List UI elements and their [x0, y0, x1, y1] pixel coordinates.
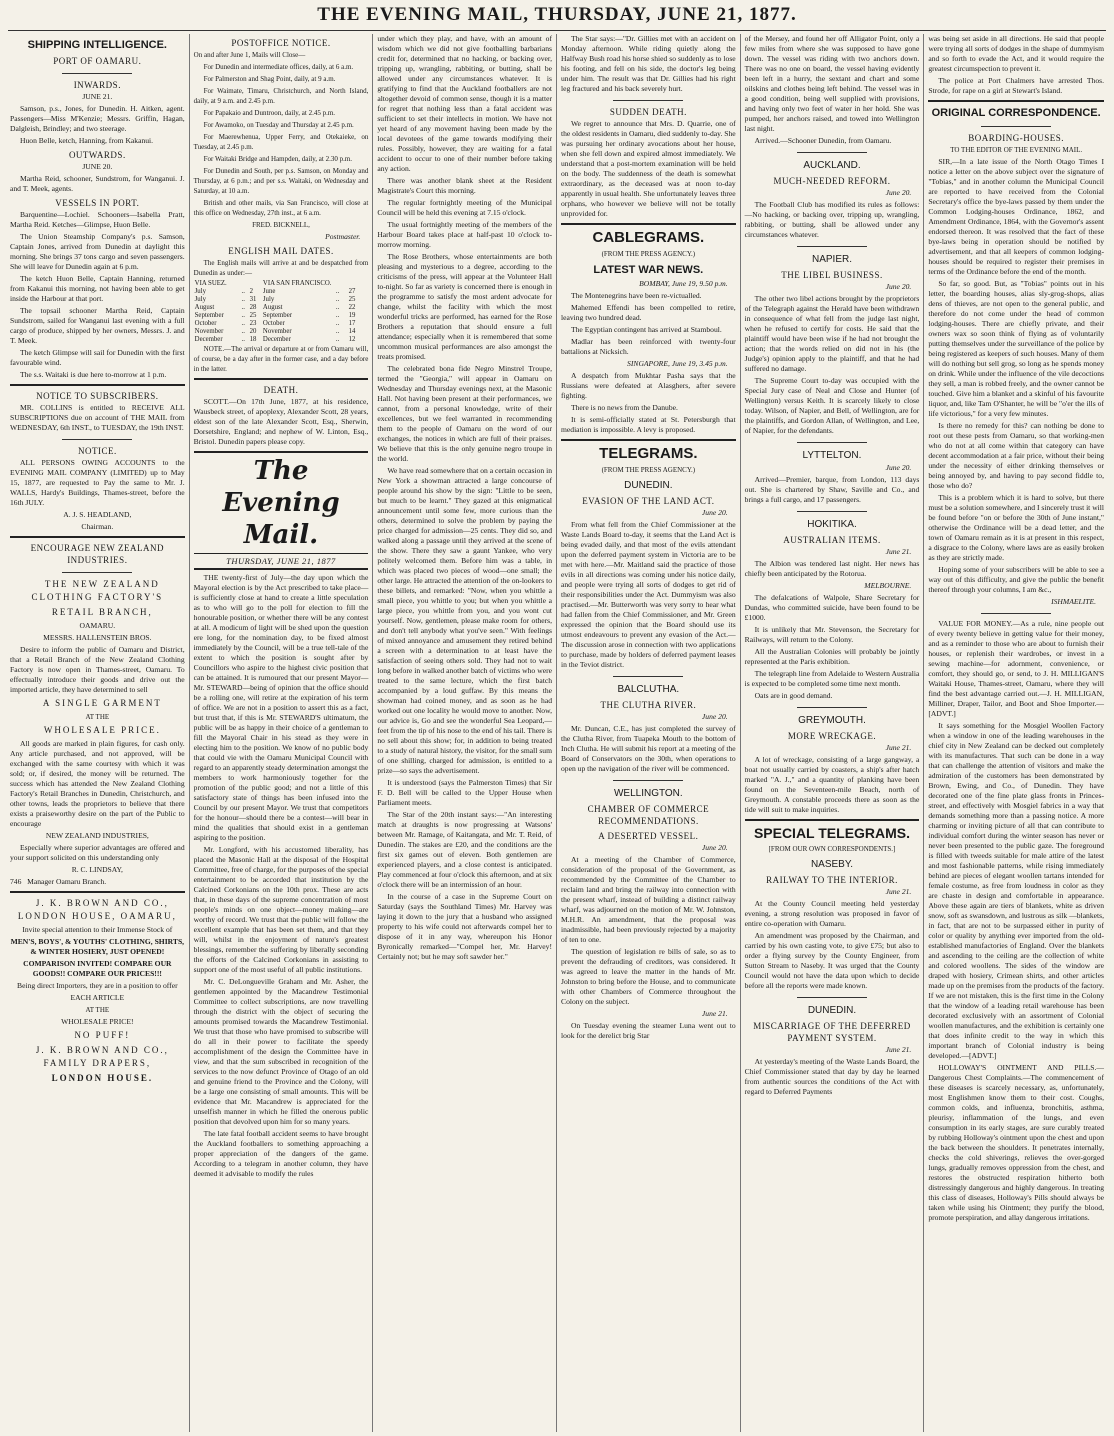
divider [10, 436, 185, 442]
header-rule [8, 30, 1106, 31]
table-cell: 27 [348, 288, 356, 295]
postoffice-line: For Dunedin and intermediate offices, daily, at 6 a.m. [203, 63, 354, 71]
sudden-death-text: We regret to announce that Mrs. D. Quarrie, one of the oldest residents in Oamaru, died suddenly to-day. She was pursuing her ordinary avocations about her house, when she fell down and expired almost immediately. We understand that a post-mortem examination will be held on the body. The suddenness of the death is somewhat extraordinary, as the deceased was at noon to-day apparently in usual health. She unfortunately leaves three orphans, who however we believe will not be totally unprovided for. [561, 119, 736, 218]
table-row [194, 288, 369, 296]
table-cell: .. [241, 296, 245, 303]
divider [10, 536, 185, 538]
jkb-line-7: AT THE [85, 1006, 110, 1014]
clutha-heading: THE CLUTHA RIVER. [600, 700, 697, 710]
greymouth-heading: GREYMOUTH. [798, 715, 866, 726]
auckland-text: The Football Club has modified its rules as follows:—No hacking, or backing over, tripping up, wrangling, rabbiting, or butting, shall be allowed under any circumstances whatever. [744, 200, 920, 239]
inwards-date: JUNE 21. [82, 92, 113, 101]
to-editor: TO THE EDITOR OF THE EVENING MAIL. [950, 146, 1083, 154]
editorial-4: The late fatal football accident seems to have brought the Auckland footballers to something approaching a proper appreciation of the dangers of the game. According to a telegram in another column, they have deemed it advisable to modify the rules [193, 1129, 369, 1178]
war-item-3: The Egyptian contingent has arrived at Stamboul. [571, 325, 722, 334]
table-row [194, 296, 369, 304]
divider [928, 123, 1104, 129]
hallenstein-text-2: All goods are marked in plain figures, for cash only. Any article purchased, and not approved, will be exchanged with the same courtesy with which it was sold; or, if desired, the money will be returned. The success which has attended the New Zealand Clothing Factory's Retail Branches in Dunedin, Christchurch, and other towns, leads the proprietors to believe that there exists a praiseworthy desire on the part of the Public to encourage [10, 739, 185, 828]
hallenstein-heading: MESSRS. HALLENSTEIN BROS. [43, 633, 152, 642]
columns [6, 34, 1108, 1432]
jkb-line-11: LONDON HOUSE. [51, 1073, 154, 1083]
boarding-houses-heading: BOARDING-HOUSES. [968, 133, 1065, 143]
wreckage-heading: MORE WRECKAGE. [787, 731, 877, 741]
auckland-date: June 20. [885, 188, 912, 197]
special-source: [FROM OUR OWN CORRESPONDENTS.] [768, 845, 896, 853]
table-cell: August [194, 304, 215, 311]
hokitika-date: June 21. [885, 547, 912, 556]
table-cell: December [262, 336, 291, 343]
chamber-text-3: On Tuesday evening the steamer Luna went out to look for the derelict brig Star [561, 1021, 736, 1040]
postmaster-role: Postmaster. [325, 232, 361, 241]
table-cell: 12 [348, 336, 356, 343]
jkb-heading: J. K. BROWN AND CO., LONDON HOUSE, OAMARU, [17, 898, 177, 921]
lyttelton-heading: LYTTELTON. [802, 450, 862, 461]
chamber-date-2: June 21. [701, 1009, 728, 1018]
naseby-heading: NASEBY. [810, 859, 854, 870]
dunedin-date: June 21. [885, 1045, 912, 1054]
jkb-line-6: EACH ARTICLE [70, 993, 125, 1002]
postoffice-line: For Waimate, Timaru, Christchurch, and North Island, daily, at 9 a.m. and 2.45 p.m. [193, 87, 369, 105]
postoffice-line: British and other mails, via San Francisco, will close at this office on Wednesday, 27th inst., at 6 a.m. [193, 199, 369, 217]
divider [10, 891, 185, 893]
naseby-text-2: An amendment was proposed by the Chairman, and carried by his own casting vote, to give £75; but also to order a flying survey by the County Engineer, from Sutton Stream to Naseby. It was urged that the County Council would not have the data upon which to decide before all the reports were made known. [744, 931, 920, 990]
table-cell: October [194, 320, 217, 327]
napier-heading: NAPIER. [811, 254, 852, 265]
chamber-text: At a meeting of the Chamber of Commerce, consideration of the proposal of the Government, as recommended by the Committee of the Chamber to reclaim land and bring the railway into connection with the present wharf, instead of building a distinct railway wharf, was adjourned on the motion of Mr. W. Johnston, M.H.R. An amendment, that the proposal was inadmissible, had been previously rejected by a majority of ten to one. [561, 855, 736, 944]
table-cell: July [194, 288, 206, 295]
table-cell: .. [241, 304, 245, 311]
encourage-heading: ENCOURAGE NEW ZEALAND INDUSTRIES. [30, 543, 164, 565]
divider [745, 243, 920, 249]
lindsay-signature: R. C. LINDSAY, [71, 865, 123, 874]
divider [928, 610, 1104, 616]
column-3 [373, 34, 557, 1432]
column-1 [6, 34, 190, 1432]
table-cell: 28 [249, 304, 257, 311]
hallenstein-text-3: Especially where superior advantages are offered and your support solicited on this understanding only [10, 843, 185, 862]
war-item-5: A despatch from Mukhtar Pasha says that the Russians were defeated at Alasghers, after severe fighting. [561, 371, 736, 400]
cablegrams-source: (FROM THE PRESS AGENCY.) [601, 250, 696, 258]
postmaster-signature: FRED. BICKNELL, [252, 221, 310, 229]
jkb-line-10: J. K. BROWN AND CO., FAMILY DRAPERS, [35, 1045, 169, 1068]
dunedin-heading-2: DUNEDIN. [807, 1005, 857, 1016]
divider [561, 777, 736, 783]
evasion-date: June 20. [701, 508, 728, 517]
nz-industries: NEW ZEALAND INDUSTRIES, [45, 831, 149, 840]
english-mail-heading: ENGLISH MAIL DATES. [228, 246, 334, 256]
local-news-9: The Star of the 20th instant says:—"An interesting match at draughts is now progressing at Watsons' between Mr. Ramage, of Kaitangata, and Mr. T. Reid, of Dunedin. The stakes are £20, and the conditions are the first six games out of eleven. Both gentlemen are experienced players, and a close contest is anticipated. Play commenced at four o'clock this afternoon, and at six o'clock there will be an intermission of an hour. [377, 810, 552, 889]
lindsay-role: Manager Oamaru Branch. [27, 877, 107, 886]
table-cell: September [194, 312, 224, 319]
table-cell: .. [335, 320, 340, 327]
table-cell: .. [241, 336, 245, 343]
hokitika-text-6: Oats are in good demand. [754, 691, 833, 700]
table-cell: 25 [249, 312, 257, 319]
table-cell: .. [335, 304, 340, 311]
jkb-line-2: Invite special attention to their Immense Stock of [22, 925, 173, 934]
police-news: The police at Port Chalmers have arrested Thos. Strode, for rape on a girl at Stewart's Island. [928, 76, 1104, 95]
lyttelton-date: June 20. [885, 463, 912, 472]
jkb-line-4: COMPARISON INVITED! COMPARE OUR GOODS!! COMPARE OUR PRICES!!! [23, 959, 172, 978]
sudden-death-heading: SUDDEN DEATH. [609, 107, 687, 117]
table-cell: .. [335, 336, 340, 343]
table-row [194, 328, 369, 336]
table-cell: 14 [348, 328, 356, 335]
hokitika-text-5: The telegraph line from Adelaide to Western Australia is expected to be completed some time next month. [744, 669, 920, 688]
at-the: AT THE [85, 713, 110, 721]
advert-holloway: HOLLOWAY'S OINTMENT AND PILLS.—Dangerous Chest Complaints.—The commencement of these diseases is scarcely necessary, as, unfortunately, most Englishmen know them to their cost. Coughs, common colds, and influenza, bronchitis, asthma, pleurisy, inflammation of the lungs, and even consumption in its early stages, are sure curably treated by rubbing Holloway's ointment upon the chest and upon the back between the shoulders. It penetrates internally, checks the cold shiverings, relieves the over-gorged lungs, gradually removes oppression from the chest, and restores the obstructed respiration hitherto both distressingly dangerous and highly dangerous. In treating this class of diseases, Holloway's Pills should always be taken while using his Ointment; they purify the blood, promote perspiration, and allay dangerous irritations. [928, 1063, 1104, 1222]
outwards-text: Martha Reid, schooner, Sundstrom, for Wanganui. J. and T. Meek, agents. [10, 174, 185, 193]
table-cell: October [262, 320, 285, 327]
table-cell: 18 [249, 336, 257, 343]
ad-number: 746 [10, 877, 22, 886]
retail-place: OAMARU. [79, 621, 116, 630]
table-cell: .. [335, 288, 340, 295]
divider [745, 819, 920, 821]
melbourne-label: MELBOURNE. [864, 581, 912, 590]
newspaper-title: THE EVENING MAIL, THURSDAY, JUNE 21, 1877. [317, 4, 797, 25]
balclutha-heading: BALCLUTHA. [617, 684, 680, 695]
railway-heading: RAILWAY TO THE INTERIOR. [766, 875, 898, 885]
postoffice-line: For Dunedin and South, per p.s. Samson, on Monday and Thursday, at 6 p.m.; and per s.s. Waitaki, on Wednesday and Saturday, at 10 a.m. [193, 167, 369, 195]
advert-value: VALUE FOR MONEY.—As a rule, nine people out of every twenty believe in getting value for their money, and as a reminder to those who are about to furnish their houses, or replenish their wardrobes, or invest in a sewing machine—for adornment, convenience, or comfort, they should go, or send, to J. H. MILLIGAN'S Waitaki House, Thames-street, Oamaru, where they will find the best advantage carried out.—J. H. MILLIGAN, Milliner, Draper, Tailor, and Boot and Shoe Importer.—[ADVT.] [928, 619, 1104, 718]
shipping-news-3: The topsail schooner Martha Reid, Captain Sundstrom, sailed for Wanganui last evening with a full cargo of produce, shipped by her owners, Messrs. J. and T. Meek. [10, 306, 185, 345]
local-news-1: under which they play, and have, with an amount of wisdom which we did not give footballing barbarians credit for, determined that no hacking, or backing over, tripping up, wrangling, rabbiting, or butting, shall be allowed under any circumstances whatever. It is gratifying to find that the Auckland footballers are not altogether devoid of common sense, though it is a matter for regret that nothing less than a fatal accident was sufficient to set their intellects in motion. We have not yet heard of any movement having been made by the local devotees of the game towards modifying their rules. Possibly, however, they are waiting for a fatal accident to occur to one of their number before taking any action. [377, 34, 552, 173]
english-mail-intro: The English mails will arrive at and be despatched from Dunedin as under:— [193, 259, 369, 277]
divider [745, 508, 920, 514]
divider [10, 70, 185, 76]
divider [745, 439, 920, 445]
dunedin-heading: DUNEDIN. [624, 480, 673, 491]
divider [10, 384, 185, 386]
outwards-heading: OUTWARDS. [68, 150, 126, 160]
vessels-heading: VESSELS IN PORT. [55, 198, 140, 208]
special-telegrams-heading: SPECIAL TELEGRAMS. [753, 825, 911, 841]
table-cell: .. [241, 288, 245, 295]
local-news-7: We have read somewhere that on a certain occasion in New York a showman attracted a large concourse of people around his show by the sign: "Little to be seen, but much to be learnt." They gazed at this enigmatical announcement until some few, more curious than the others, determined to solve the problem by paying the price charged for admission—25 cents. They did so, and walked along a passage until they arrived at the scene of the show. There they saw a gaunt Yankee, who very politely welcomed them. Before him was a table, in which was placed two pieces of wood—one small; the other large. He attracted the attention of the on-lookers to these billets, and remarked: "Now, when you whittle a small piece, you whittle to you; but when you whittle a large piece, you whittle from you, and you wont cut yourself. Now, gentlemen, please make room for others, and don't tell anybody what you've seen." With feelings of mixed annoyance and amusement they retired behind a screen with a determination to at least have the satisfaction of seeing others sold. They had not to wait long before in walked another batch of victims who were treated to the same lecture, which the first batch accompanied by a loud guffaw. By this means the showman had coined money, and as soon as he had worked out one locality he would move to another. Now, our advice is, Go and see the wonderful Sea Leopard,—feet from the tip of his nose to the end of his tail. There is no sell about this show; for, in addition to being treated to a study of natural history, the visitor, for the small sum of one shilling, charged for admission, is entitled to a prize—so says the advertisement. [377, 466, 553, 775]
shipping-news-4: The ketch Glimpse will sail for Dunedin with the first favourable wind. [10, 348, 185, 367]
naseby-text: At the County Council meeting held yesterday evening, a strong resolution was proposed in favor of entire co-operation with Oamaru. [744, 899, 920, 928]
napier-date: June 20. [885, 282, 912, 291]
hokitika-text: The Albion was tendered last night. Her news has chiefly been anticipated by the Rotorua. [744, 559, 920, 578]
hokitika-text-4: All the Australian Colonies will probably be jointly represented at the Paris exhibition. [744, 647, 920, 666]
divider [745, 994, 920, 1000]
port-heading: PORT OF OAMARU. [53, 56, 142, 66]
war-item-1: The Montenegrins have been re-victualled. [571, 291, 702, 300]
table-cell: 17 [348, 320, 356, 327]
masthead-date: THURSDAY, JUNE 21, 1877 [194, 556, 369, 570]
table-cell: September [262, 312, 292, 319]
shipping-news-5: The s.s. Waitaki is due here to-morrow at 1 p.m. [20, 370, 167, 379]
shipping-news-2: The ketch Huon Belle, Captain Hanning, returned from Kakanui this morning, not having been able to get inside the Harbour at that port. [10, 274, 185, 303]
letter-2: So far, so good. But, as "Tobias" points out in his letter, the boarding houses, alias sly-grog-shops, alias dens of thieves, are not open to the general public, and therefore do not come under the head of common lodging-houses. There are chiefly private, and their owners wax so soon think of flying as of voluntarily putting themselves under the surveillance of the police by being registered as keepers of such houses. Many of them will do nothing but sell grog, so long as he spends money on drink. While under the influence of the vile decoctions they sell, a man is robbed freely, and the owner cannot be touched. Give him a blanket and a skinful of his favourite liquor, and, like Tam O'Shanter, he will be "o'er the ills of life victorious," for a very few minutes. [928, 279, 1104, 418]
war-item-4: Madlar has been reinforced with twenty-four battalions at Nicksich. [561, 337, 736, 356]
divider [561, 223, 736, 225]
advert-mosgiel: It says something for the Mosgiel Woollen Factory when a window in one of the leading warehouses in the chief city in New Zealand can be decked out completely with its manufactures. That such can be done in a way that can challenge the attention of visitors and make the admiration of the customers has been demonstrated by Brown, Ewing, and Co., of Dunedin. They have decorated one of the fine plate glass fronts in Princes-street, and effectively with Mosgiel fabrics in a way that demands something more than a passing notice. A more charming or inviting picture of all that can contribute to individual comfort during the winter season has never or never been presented to the public gaze. The foreground is filled with tweeds suitable for male attire of the latest and most fashionable patterns, while rising immediately behind are pieces of elegant woollen tartans intended for female costume, as free from loudness in color as they are chaste in design and comfortable in appearance. Above these again are tiers of blankets, white as driven snow, soft as swansdown, and lustrous as silk —blankets, in fact, that are not to be surpassed either in purity of color or quality by anything ever imported from the old-established manufactories of England. Over the blankets and ascending to the ceiling are the collection of white and colored woollens. The sides of the window are draped with hosiery, Crimean shirts, and other articles made up on the premises from the products of the factory. If we are not mistaken, this is the first time in the Colony that the window of a leading retail warehouse has been decorated exclusively with an assortment of Colonial woollen manufactures, and the exhibition is certainly one that does infinite credit to the way in which this important branch of Colonial industry is being developed.—[ADVT.] [928, 721, 1104, 1060]
lindsay-line [10, 877, 185, 887]
notice-signature: A. J. S. HEADLAND, [63, 510, 132, 519]
divider [194, 378, 369, 380]
editorial-1: THE twenty-first of July—the day upon which the Mayoral election is by the Act prescribed to take place—is sufficiently close at hand to create a little speculation as to who will go to the poll for election to fill the honourable position, or whether there will be any contest at all. A modicum of light will be shed upon the question ere long, for the nomination day, to be fixed almost immediately by the Council, will be a true tell-tale of the extent to which the position is sought after by Councillors who aspire to the highest civic position that can be attained. It is rumoured that our present Mayor—Mr. STEWARD—being of opinion that the office should be a rolling one, will retire at the expiration of his term of office. We are not in a position to assert this as a fact, but trust that, if this is Mr. STEWARD'S ultimatum, the public will be as happy in their choice of a gentleman to fill the Mayoral Chair in his stead as they were in electing him to the position. We know of no public body that could vie with the Oamaru Municipal Council with regard to an apparently steady determination amongst the members to work harmoniously together for the promotion of the public good; and not a little of this satisfactory state of things has been infused into the Council by our present Mayor. We trust that competitors for the honour—should there be a contest—will bear in mind the qualities that should exist in a gentleman aspiring to the position. [193, 573, 369, 842]
war-dateline-2: SINGAPORE, June 19, 3.45 p.m. [627, 359, 728, 368]
local-news-10: In the course of a case in the Supreme Court on Saturday (says the Southland Times) Mr. Harvey was laying it down to the jury that a husband who assigned property to his wife could not afterwards compel her to dispose of it in any way, whereupon his Honor Byronically remarked—"Compel her, Mr. Harvey! Certainly not; but he may soft sawder her." [377, 892, 552, 961]
letter-3: Is there no remedy for this? can nothing be done to root out these pests from Oamaru, so that working-men who do not at all come within that category can have decent accommodation at a fair price, without their being under the necessity of either drinking themselves or being annoyed by, and having to pay second fiddle to, those who do? [928, 421, 1104, 490]
table-cell: 22 [348, 304, 356, 311]
local-news-2: There was another blank sheet at the Resident Magistrate's Court this morning. [377, 176, 552, 195]
napier-text-2: The Supreme Court to-day was occupied with the Special Jury case of Neal and Close and Hunter (of Wellington) versus Keith. It is scarcely likely to close today. Wilson, of Napier, and Bell, of Wellington, are for the plaintiffs, and Gordon Allan, of Wellington, and Lee, of Napier, for the defendants. [744, 376, 920, 435]
letter-4: This is a problem which it is hard to solve, but there must be a solution somewhere, and I sincerely trust it will be found before "on or before the 30th of June instant," otherwise the Ordinance will be a dead letter, and the town of Oamaru remain as it is at present in this respect, a disgrace to the Colony, where laws are as easily broken as they are strictly made. [928, 493, 1105, 562]
local-news-3: The regular fortnightly meeting of the Municipal Council will be held this evening at 7.15 o'clock. [377, 198, 552, 217]
telegrams-heading: TELEGRAMS. [599, 445, 698, 462]
war-dateline: BOMBAY, June 19, 9.50 p.m. [639, 279, 728, 288]
death-text: SCOTT.—On 17th June, 1877, at his residence, Wausbeck street, of apoplexy, Alexander Scott, 28 years, eldest son of the late Alexander Scott, Esq., Sherwin, Dorsetshire, England; and nephew of W. Linton, Esq., Bristol. Dunedin papers please copy. [193, 397, 369, 446]
subscribers-notice-text: MR. COLLINS is entitled to RECEIVE ALL SUBSCRIPTIONS due on account of THE MAIL from WEDNESDAY, 6th INST., to TUESDAY, the 19th INST. [10, 403, 185, 432]
divider [928, 100, 1104, 102]
divider [561, 97, 736, 103]
table-cell: 2 [249, 288, 254, 295]
reform-heading: MUCH-NEEDED REFORM. [773, 176, 891, 186]
table-cell: .. [335, 296, 340, 303]
auckland-heading: AUCKLAND. [803, 160, 861, 171]
table-cell: July [194, 296, 206, 303]
jkb-line-3: MEN'S, BOYS', & YOUTHS' CLOTHING, SHIRTS, & WINTER HOSIERY, JUST OPENED! [10, 937, 185, 956]
column-5 [741, 34, 925, 1432]
postoffice-line: For Maerewhenua, Upper Ferry, and Otekaieke, on Tuesday, at 2.45 p.m. [193, 133, 369, 151]
war-news-heading: LATEST WAR NEWS. [593, 264, 704, 276]
table-cell: August [262, 304, 283, 311]
hallenstein-text: Desire to inform the public of Oamaru and District, that a Retail Branch of the New Zealand Clothing Factory is now open in Thames-street, Oamaru. To effectually introduce their goods and drive out the imported article, they have determined to sell [10, 645, 185, 694]
divider [745, 704, 920, 710]
table-cell: 19 [348, 312, 356, 319]
notice-text: ALL PERSONS OWING ACCOUNTS to the EVENING MAIL COMPANY (LIMITED) up to May 15, 1877, are requested to Pay the same to Mr. J. WALLS, Hardy's Buildings, Thames-street, before the 16th JULY. [10, 458, 185, 507]
notice-role: Chairman. [81, 522, 114, 531]
table-cell: 31 [249, 296, 257, 303]
war-item-2: Mahemed Effendi has been compelled to retire, leaving two hundred dead. [561, 303, 736, 322]
napier-text: The other two libel actions brought by the proprietors of the Telegraph against the Herald have been withdrawn in consequence of what fell from the judge last night, when he refused to certify for costs. He said that the plaintiff would have been wise if he had not brought the action; that the words relied on did not in his (the Judge's) opinion apply to the plaintiff, and that he had suffered no damage. [744, 294, 920, 373]
naseby-date: June 21. [885, 887, 912, 896]
column-2 [190, 34, 374, 1432]
evasion-heading: EVASION OF THE LAND ACT. [582, 496, 715, 506]
divider [561, 673, 736, 679]
inwards-text-2: Huon Belle, ketch, Hanning, from Kakanui. [20, 136, 154, 145]
letter-signature: ISHMAELITE. [1051, 597, 1096, 606]
shipping-heading: SHIPPING INTELLIGENCE. [27, 39, 167, 51]
postoffice-heading: POSTOFFICE NOTICE. [231, 38, 331, 48]
shipping-news-1: The Union Steamship Company's p.s. Samson, Captain Jones, arrived from Dunedin at daylight this morning. She brings 37 tons cargo and seven passengers. She will leave for Dunedin again at 6 p.m. [10, 232, 185, 271]
single-garment: A SINGLE GARMENT [42, 698, 162, 708]
outwards-date: JUNE 20. [82, 162, 113, 171]
miscarriage-heading: MISCARRIAGE OF THE DEFERRED PAYMENT SYSTEM. [753, 1021, 911, 1043]
chamber-heading: CHAMBER OF COMMERCE RECOMMENDATIONS. [587, 804, 710, 826]
english-mail-note: NOTE.—The arrival or departure at or from Oamaru will, of course, be a day after in the former case, and a day before in the latter. [193, 345, 369, 373]
wellington-heading: WELLINGTON. [613, 788, 683, 799]
war-item-6: There is no news from the Danube. [571, 403, 678, 412]
clutha-text: Mr. Duncan, C.E., has just completed the survey of the Clutha River, from Tuapeka Mouth to the bottom of Inch Clutha. He will submit his report at a meeting of the Board of Conservators on the 30th, when operations to open up the navigation of the river will be commenced. [561, 724, 736, 773]
table-row [194, 312, 369, 320]
table-cell: June [262, 288, 276, 295]
table-cell: 23 [249, 320, 257, 327]
local-news-6: The celebrated bona fide Negro Minstrel Troupe, termed the "Georgia," will appear in Oamaru on Wednesday and Thursday evenings next, at the Masonic Hall. Not having been present at their performances, we cannot, from a personal knowledge, write of their excellences, but we feel warranted in recommending them to the people of Oamaru on the word of our exchanges, the notices in which are full of their praises. We believe that this is the only genuine negro troupe in the world. [377, 364, 552, 463]
retail-branch-heading: RETAIL BRANCH, [51, 607, 153, 617]
hokitika-text-2: The defalcations of Walpole, Share Secretary for Dundas, who committed suicide, have been found to be £1000. [744, 593, 920, 622]
greymouth-date: June 21. [885, 743, 912, 752]
table-cell: .. [241, 320, 245, 327]
sf-header: VIA SAN FRANCISCO. [262, 280, 332, 287]
divider [745, 149, 920, 155]
table-cell: December [194, 336, 223, 343]
letter-5: Hoping some of your subscribers will be able to see a way out of this difficulty, and give the public the benefit thereof through your columns, I am &c., [928, 565, 1104, 594]
table-row [194, 320, 369, 328]
postoffice-line: For Awamoko, on Tuesday and Thursday at 2.45 p.m. [203, 121, 354, 129]
postoffice-line: For Papakaio and Duntroon, daily, at 2.45 p.m. [203, 109, 336, 117]
local-news-8: It is understood (says the Palmerston Times) that Sir F. D. Bell will be called to the Upper House when Parliament meets. [377, 778, 552, 807]
hokitika-heading: HOKITIKA. [807, 519, 857, 530]
local-news-4: The usual fortnightly meeting of the members of the Harbour Board takes place at half-past 10 o'clock to-morrow morning. [377, 220, 552, 249]
table-cell: .. [335, 312, 340, 319]
editorial-2: Mr. Longford, with his accustomed liberality, has placed the Masonic Hall at the disposal of the Hospital Committee, free of charge, for the purposes of the special entertainment to be accorded that institution by the Calcined Corkonians on the 10th prox. These are acts that, in these days of the supreme concentration of most people's minds on one object—money making—are worthy of record. We trust that the public will follow the excellent example that has been set them, and that they will, whilst in the enjoyment of nature's greatest blessings, remember the suffering by liberally seconding the efforts of the Calcined Corkonians in assisting to support one of the most useful of all public institutions. [193, 845, 369, 974]
greymouth-text: A lot of wreckage, consisting of a large gangway, a boat not usually carried by coasters, a ship's after hatch marked "A. J.," and a quantity of planking have been found on the Seventeen-mile Beach, north of Greymouth. A constable proceeds there as soon as the tide will suit to make inquiries. [744, 755, 920, 814]
page-header [0, 0, 1114, 30]
correspondence-heading: ORIGINAL CORRESPONDENCE. [931, 107, 1101, 119]
vessel-news: of the Mersey, and found her off Alligator Point, only a few miles from where she was supposed to have gone down. The vessel was riding with two anchors down. There was no one on board, the vessel having evidently been left in a hurry, the sextant and chart and some oilskins and clothes being left behind. The vessel was in a good condition, being well supplied with provisions, and having only two feet of water in her hold. She was pumped, her anchors raised, and towed into Wellington last night. [744, 34, 920, 133]
table-cell: 20 [249, 328, 257, 335]
table-row [194, 304, 369, 312]
table-cell: 25 [348, 296, 356, 303]
death-heading: DEATH. [263, 385, 299, 395]
subscribers-notice-heading: NOTICE TO SUBSCRIBERS. [36, 391, 159, 401]
cablegrams-heading: CABLEGRAMS. [592, 229, 705, 246]
gillies-news: The Star says:—"Dr. Gillies met with an accident on Monday afternoon. While riding quietly along the Halfway Bush road his horse shied so suddenly as to lose his footing, and fell on his side, the doctor's leg being under him. The result was that Dr. Gillies had his right leg fractured and his back severely hurt. [561, 34, 736, 93]
postoffice-intro: On and after June 1, Mails will Close— [193, 51, 306, 59]
hokitika-text-3: It is unlikely that Mr. Stevenson, the Secretary for Railways, will return to the Colony. [744, 625, 920, 644]
postoffice-line: For Palmerston and Shag Point, daily, at 9 a.m. [203, 75, 336, 83]
table-cell: November [194, 328, 224, 335]
table-cell: .. [241, 312, 245, 319]
nz-clothing-heading: THE NEW ZEALAND CLOTHING FACTORY'S [31, 579, 164, 602]
column-4 [557, 34, 741, 1432]
table-row [194, 336, 369, 344]
telegrams-source: (FROM THE PRESS AGENCY.) [601, 466, 696, 474]
table-cell: November [262, 328, 292, 335]
war-item-7: It is semi-officially stated at St. Petersburgh that mediation is impossible. A levy is proposed. [561, 415, 736, 434]
postoffice-line: For Waitaki Bridge and Hampden, daily, at 2.30 p.m. [203, 155, 353, 163]
suez-header: VIA SUEZ. [194, 280, 227, 287]
letter-1: SIR,—In a late issue of the North Otago Times I notice a letter on the above subject over the signature of "Tobias," and in another column the Municipal Council are reported to have received from the Colonial Secretary's office the bye-laws passed by them under the Common Lodging-houses Ordinance, 1862, and Amendment Ordinance, 1864, with the Governor's assent endorsed thereon. It was resolved that the fact of these bye-laws being in operation should be notified by advertisement, and that all keepers of common lodging-houses should be required to register their premises in terms of the Ordinance before the end of the month. [928, 157, 1104, 276]
column-6 [924, 34, 1108, 1432]
table-cell: .. [335, 328, 340, 335]
notice-heading: NOTICE. [77, 446, 117, 456]
english-mail-table [194, 280, 369, 344]
inwards-text: Samson, p.s., Jones, for Dunedin. H. Aitken, agent. Passengers—Miss M'Kenzie; Messrs. Griffin, Hagan, Dalgleish, Brindley; and two steerage. [10, 104, 185, 133]
inwards-heading: INWARDS. [73, 80, 121, 90]
arrived-news: Arrived.—Schooner Dunedin, from Oamaru. [754, 136, 892, 145]
jkb-line-8: WHOLESALE PRICE! [61, 1017, 134, 1026]
editorial-3: Mr. C. DeLongueville Graham and Mr. Asher, the gentlemen appointed by the Macandrew Testimonial Committee to collect subscriptions, are now travelling through the district with the object of securing the amounts promised towards the Macandrew Testimonial. We trust that those who have promised to subscribe will do all in their power to facilitate the speedy accomplishment of the design the Committee have in view, and that the sum subscribed in recognition of the services to the now defunct Province of Otago of an old and genuine friend to the Province and the Colony, will be a large one consisting of small amounts. This will be evidence that Mr. Macandrew is appreciated for the unselfish manner in which he filled the onerous public position that devolved upon him for so many years. [193, 977, 369, 1126]
libel-heading: THE LIBEL BUSINESS. [781, 270, 883, 280]
divider [10, 569, 185, 575]
jkb-line-5: Being direct Importers, they are in a position to offer [17, 981, 178, 990]
evasion-text: From what fell from the Chief Commissioner at the Waste Lands Board to-day, it seems that the Land Act is being evaded daily, and that most of the evils attendant upon the deferred payment system in Victoria are to be met with here.—Mr. Maitland said the practice of those evils in all directions was coming under his notice daily, and people were trying all sorts of dodges to get rid of their responsibilities under the Act. Dummyism was also practised.—Mr. Butterworth was very sorry to hear what had fallen from the Chief Commissioner, and Mr. Green expressed the opinion that the Board should use its utmost endeavours to prevent any evasion of the Act.—The discussion arose in connection with two applications to purchase, made by holders of deferred payment leases in the Teviot district. [561, 520, 736, 669]
dunedin-text: At yesterday's meeting of the Waste Lands Board, the Chief Commissioner stated that day by day he learned from authentic sources the conditions of the Act with regard to Deferred Payments [744, 1057, 920, 1096]
jkb-line-9: NO PUFF! [74, 1030, 131, 1040]
australian-items-heading: AUSTRALIAN ITEMS. [783, 535, 881, 545]
lyttelton-text: Arrived—Premier, barque, from London, 113 days out. She is chartered by Shaw, Saville and Co., and brings a full cargo, and 17 passengers. [744, 475, 920, 504]
divider [561, 439, 736, 441]
table-cell: .. [241, 328, 245, 335]
chamber-date: June 20. [701, 843, 728, 852]
vessels-text: Barquentine—Lochiel. Schooners—Isabella Pratt, Martha Reid. Ketches—Glimpse, Huon Belle. [10, 210, 185, 229]
chamber-text-2: The question of legislation re bills of sale, so as to prevent the defrauding of creditors, was considered. It was agreed to leave the matter in the hands of Mr. Johnston to bring before the House, and to communicate with other Chambers of Commerce throughout the Colony on the subject. [561, 947, 736, 1006]
clutha-date: June 20. [701, 712, 728, 721]
deferred-continued: was being set aside in all directions. He said that people were trying all sorts of dodges in the shape of dummyism and so forth to evade the Act, and it would require the greatest circumspection to prevent it. [928, 34, 1104, 73]
local-news-5: The Rose Brothers, whose entertainments are both pleasing and mysterious to a degree, according to the criticisms of the press, will appear at the Volunteer Hall to-night. So far as variety is concerned there is enough in the programme to satisfy the most ardent advocate for change, whilst the facility with which the most wonderful tricks are performed, has earned for the Rose Brothers a reputation that should ensure a full attendance; especially when it is remembered that some uncommon musical performances are also amongst the treats promised. [377, 252, 552, 361]
deserted-heading: A DESERTED VESSEL. [598, 831, 699, 841]
table-header [194, 280, 369, 288]
table-cell: July [262, 296, 275, 303]
wholesale-price: WHOLESALE PRICE. [43, 725, 161, 735]
masthead: The Evening Mail. [194, 451, 369, 554]
